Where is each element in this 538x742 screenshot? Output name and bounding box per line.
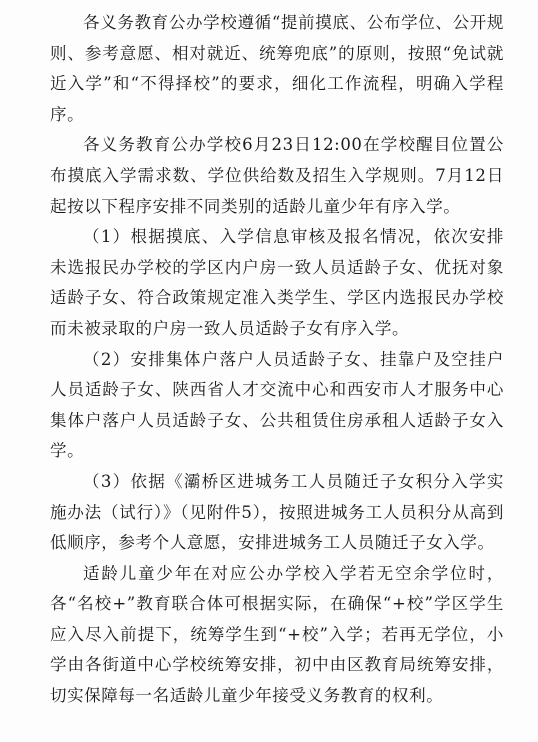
paragraph-step-1: （1）根据摸底、入学信息审核及报名情况，依次安排未选报民办学校的学区内户房一致人员适龄子女、优抚对象适龄子女、符合政策规定准入类学生、学区内选报民办学校而未被录取的户房一致人员适龄子女有序入学。 [50,227,504,338]
paragraph-enrollment-principles: 各义务教育公办学校遵循“提前摸底、公布学位、公开规则、参考意愿、相对就近、统筹兜底”的原则，按照“免试就近入学”和“不得择校”的要求，细化工作流程，明确入学程序。 [50,13,504,124]
paragraph-enrollment-schedule: 各义务教育公办学校6月23日12:00在学校醒目位置公布摸底入学需求数、学位供给数及招生入学规则。7月12日起按以下程序安排不同类别的适龄儿童少年有序入学。 [50,135,504,216]
paragraph-no-vacancy-arrangement: 适龄儿童少年在对应公办学校入学若无空余学位时，各“名校+”教育联合体可根据实际，在确保“+校”学区学生应入尽入前提下，统筹学生到“+校”入学；若再无学位，小学由各街道中心学校统筹安排，初中由区教育局统筹安排，切实保障每一名适龄儿童少年接受义务教育的权利。 [50,563,504,706]
paragraph-step-3: （3）依据《灞桥区进城务工人员随迁子女积分入学实施办法（试行）》（见附件5），按照进城务工人员积分从高到低顺序，参考个人意愿，安排进城务工人员随迁子女入学。 [50,471,504,553]
paragraph-step-2: （2）安排集体户落户人员适龄子女、挂靠户及空挂户人员适龄子女、陕西省人才交流中心和西安市人才服务中心集体户落户人员适龄子女、公共租赁住房承租人适龄子女入学。 [50,349,504,461]
